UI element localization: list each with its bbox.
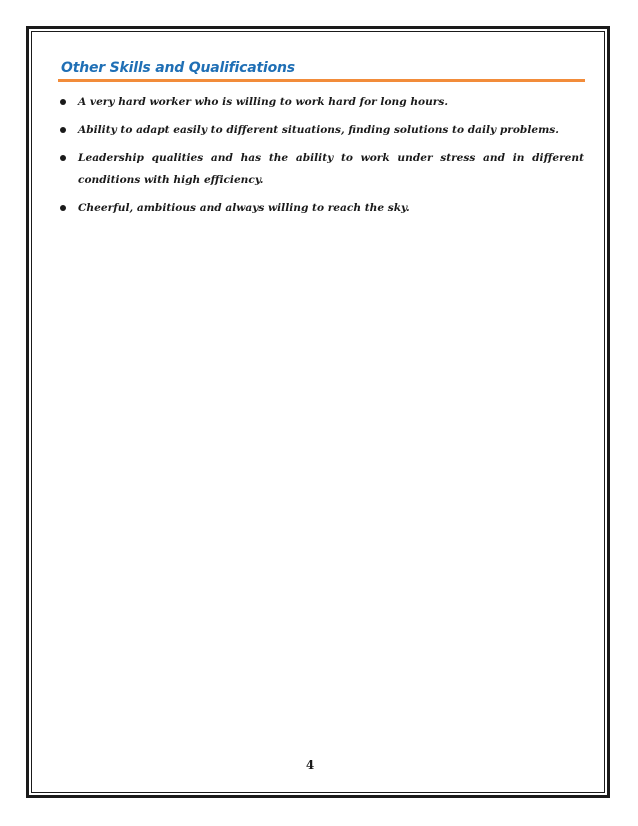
skill-text: Ability to adapt easily to different situations, finding solutions to daily problems. (78, 124, 559, 136)
list-item (56, 197, 584, 219)
skills-list (56, 91, 584, 225)
bullet-icon (60, 155, 66, 161)
section-title: Other Skills and Qualifications (61, 60, 295, 76)
bullet-icon (60, 205, 66, 211)
list-item (56, 91, 584, 113)
section-title-underline (58, 79, 585, 82)
list-item (56, 147, 584, 191)
bullet-icon (60, 127, 66, 133)
bullet-icon (60, 99, 66, 105)
skill-text: Cheerful, ambitious and always willing to reach the sky. (78, 202, 410, 214)
list-item (56, 119, 584, 141)
page-number: 4 (305, 758, 315, 772)
skill-text: Leadership qualities and has the ability to work under stress and in different conditions with high efficiency. (78, 152, 584, 186)
skill-text: A very hard worker who is willing to work hard for long hours. (78, 96, 449, 108)
